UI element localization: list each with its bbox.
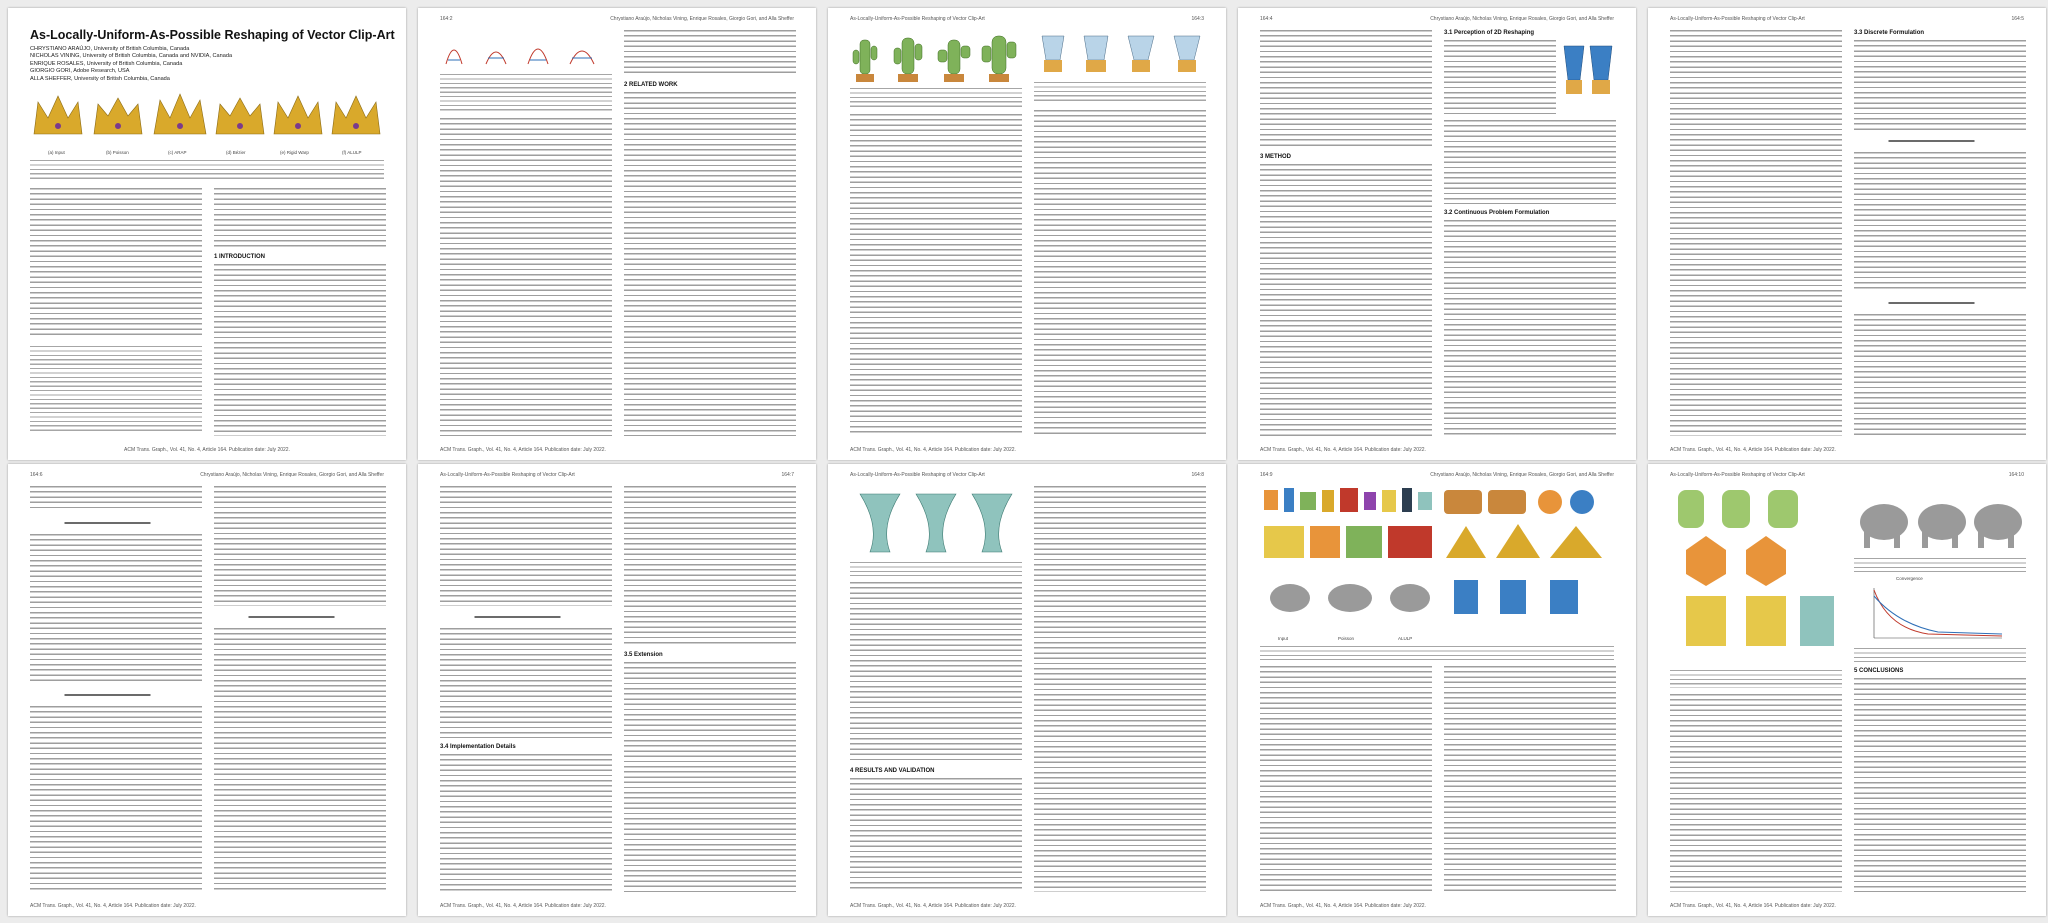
paper-page-3: As-Locally-Uniform-As-Possible Reshaping of Vector Clip-Art 164:3 ACM Trans. Graph., Vol. 41, No. 4, Article 164. Publication date: July 2022.: [828, 8, 1226, 460]
section-heading-perception: 3.1 Perception of 2D Reshaping: [1444, 30, 1535, 36]
section-heading-intro: 1 INTRODUCTION: [214, 254, 265, 260]
fig1-label-d: (d) Bézier: [226, 150, 246, 155]
page-number: 164:2: [440, 16, 453, 22]
section-heading-method: 3 METHOD: [1260, 154, 1292, 160]
paper-title: As-Locally-Uniform-As-Possible Reshaping of Vector Clip-Art: [30, 28, 395, 42]
author-2: NICHOLAS VINING, University of British Columbia, Canada and NVIDIA, Canada: [30, 53, 233, 60]
section-heading-extension: 3.5 Extension: [624, 652, 663, 658]
author-4: GIORGIO GORI, Adobe Research, USA: [30, 68, 130, 75]
running-head: Chrystiano Araújo, Nicholas Vining, Enrique Rosales, Giorgio Gori, and Alla Sheffer: [610, 16, 794, 22]
figure-blender: [1034, 30, 1206, 78]
section-heading-discrete: 3.3 Discrete Formulation: [1854, 30, 1925, 36]
author-3: ENRIQUE ROSALES, University of British Columbia, Canada: [30, 60, 183, 67]
page-footer: ACM Trans. Graph., Vol. 41, No. 4, Article 164. Publication date: July 2022.: [124, 447, 290, 453]
section-heading-implementation: 3.4 Implementation Details: [440, 744, 516, 750]
figure-shapes: [1670, 486, 1842, 666]
paper-page-7: As-Locally-Uniform-As-Possible Reshaping of Vector Clip-Art 164:7 3.4 Implementation Details 3.5 Extension ACM Trans. Graph., Vol. 41, No. 4, Article 164. Publication date: July 2022.: [418, 464, 816, 916]
fig1-label-a: (a) Input: [48, 150, 65, 155]
paper-page-4: 164:4 Chrystiano Araújo, Nicholas Vining, Enrique Rosales, Giorgio Gori, and Alla Sheffer 3 METHOD 3.1 Perception of 2D Reshaping 3.2 Continuous Problem Formulation ACM Trans. Graph., Vol. 41, No. 4, Article 164. Publication date: July 2022.: [1238, 8, 1636, 460]
fig1-label-f: (f) ALULP: [342, 150, 362, 155]
abstract-text: [30, 188, 202, 338]
copyright-block: [30, 346, 202, 434]
paper-page-5: As-Locally-Uniform-As-Possible Reshaping of Vector Clip-Art 164:5 3.3 Discrete Formulation ACM Trans. Graph., Vol. 41, No. 4, Article 164. Publication date: July 2022.: [1648, 8, 2046, 460]
section-heading-related: 2 RELATED WORK: [624, 82, 678, 88]
figure-cacti: [850, 30, 1022, 84]
figure-elephants: [1854, 486, 2026, 556]
figure-blenders-small: [1560, 40, 1616, 112]
section-heading-results: 4 RESULTS AND VALIDATION: [850, 768, 935, 774]
paper-page-9: 164:9 Chrystiano Araújo, Nicholas Vining, Enrique Rosales, Giorgio Gori, and Alla Sheffer Input Poisson ALULP ACM Trans. Graph., Vol. 41, No. 4, Article 164. Publication date: July 2022.: [1238, 464, 1636, 916]
figure-paths: [440, 30, 612, 70]
paper-page-8: As-Locally-Uniform-As-Possible Reshaping of Vector Clip-Art 164:8 4 RESULTS AND VALIDATION ACM Trans. Graph., Vol. 41, No. 4, Article 164. Publication date: July 2022.: [828, 464, 1226, 916]
figure-caption: [30, 160, 384, 182]
figure-gallery: [1260, 484, 1614, 634]
author-1: CHRYSTIANO ARAÚJO, University of British Columbia, Canada: [30, 46, 190, 52]
author-list: [30, 46, 232, 83]
section-heading-continuous: 3.2 Continuous Problem Formulation: [1444, 210, 1550, 216]
figure-vases: [850, 486, 1022, 560]
author-5: ALLA SHEFFER, University of British Columbia, Canada: [30, 75, 170, 82]
teaser-figure-crowns: [30, 86, 384, 148]
convergence-chart-title: Convergence: [1896, 576, 1923, 581]
paper-page-2: 164:2 Chrystiano Araújo, Nicholas Vining, Enrique Rosales, Giorgio Gori, and Alla Sheffer 2 RELATED WORK ACM Trans. Graph., Vol. 41, No. 4, Article 164. Publication date: July 2022.: [418, 8, 816, 460]
paper-page-10: As-Locally-Uniform-As-Possible Reshaping of Vector Clip-Art 164:10 Convergence 5 CONCLUSIONS ACM Trans. Graph., Vol. 41, No. 4, Article 164. Publication date: July 2022.: [1648, 464, 2046, 916]
ccs-text: [214, 188, 386, 248]
paper-page-6: 164:6 Chrystiano Araújo, Nicholas Vining, Enrique Rosales, Giorgio Gori, and Alla Sheffer ACM Trans. Graph., Vol. 41, No. 4, Article 164. Publication date: July 2022.: [8, 464, 406, 916]
section-heading-conclusions: 5 CONCLUSIONS: [1854, 668, 1904, 674]
fig1-label-b: (b) Poisson: [106, 150, 129, 155]
fig1-label-c: (c) ARAP: [168, 150, 187, 155]
convergence-plot: [1868, 584, 2008, 644]
intro-text: [214, 264, 386, 436]
fig1-label-e: (e) Rigid Warp: [280, 150, 309, 155]
paper-page-1: [8, 8, 406, 460]
